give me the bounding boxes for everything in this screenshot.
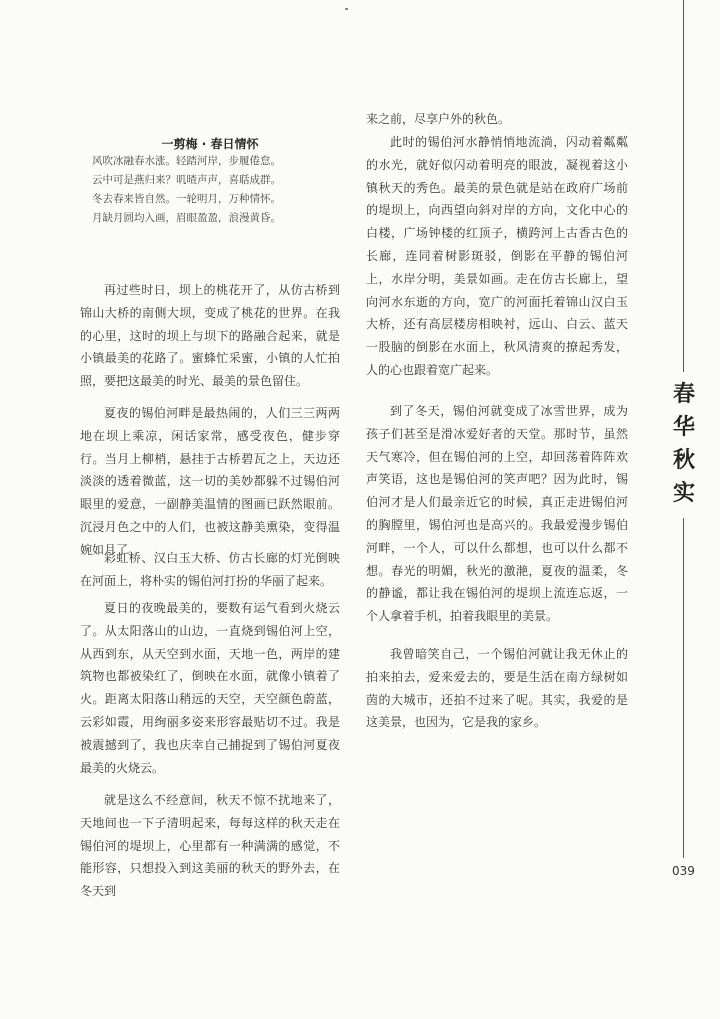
section-title-char: 华 [672, 414, 695, 440]
paragraph-right: 此时的锡伯河水静悄悄地流淌，闪动着粼粼的水光，就好似闪动着明亮的眼波，凝视着这小镇秋天的秀色。最美的景色就是站在政府广场前的堤坝上，向西望向斜对岸的方向，文化中心的白楼，广场钟楼的红顶子，横跨河上古香古色的长廊，连同着树影斑驳，倒影在平静的锡伯河上，水岸分明，美景如画。走在仿古长廊上，望向河水东逝的方向，宽广的河面托着锦山汉白玉大桥，还有高层楼房相映衬，远山、白云、蓝天一股脑的倒影在水面上，秋风清爽的撩起秀发，人的心也跟着宽广起来。 [366, 135, 628, 377]
page-number: 039 [672, 864, 695, 878]
margin-rule-top [683, 0, 684, 372]
poem-line: 云中可是燕归来？叽喳声声，喜聒成群。 [92, 174, 281, 186]
poem [92, 152, 342, 228]
paragraph-left: 再过些时日，坝上的桃花开了，从仿古桥到锦山大桥的南侧大坝，变成了桃花的世界。在我的心里，这时的坝上与坝下的路融合起来，就是小镇最美的花路了。蜜蜂忙采蜜，小镇的人忙拍照，要把这最美的时光、最美的景色留住。 [80, 283, 340, 389]
poem-line: 冬去春来皆自然。一轮明月，万种情怀。 [92, 193, 281, 205]
paragraph-right: 到了冬天，锡伯河就变成了冰雪世界，成为孩子们甚至是滑冰爱好者的天堂。那时节，虽然天气寒冷，但在锡伯河的上空，却回荡着阵阵欢声笑语，这也是锡伯河的笑声吧？因为此时，锡伯河才是人们最亲近它的时候，真正走进锡伯河的胸膛里，锡伯河也是高兴的。我最爱漫步锡伯河畔，一个人，可以什么都想，也可以什么都不想。春光的明媚，秋光的激滟，夏夜的温柔，冬的静谧，都让我在锡伯河的堤坝上流连忘返，一个人拿着手机，拍着我眼里的美景。 [366, 404, 628, 624]
paragraph-left: 就是这么不经意间，秋天不惊不扰地来了，天地间也一下子清明起来，每每这样的秋天走在锡伯河的堤坝上，心里都有一种满满的感觉，不能形容，只想投入到这美丽的秋天的野外去，在冬天到 [80, 793, 340, 899]
section-title-char: 秋 [672, 447, 695, 473]
paragraph-right: 我曾暗笑自己，一个锡伯河就让我无休止的拍来拍去，爱来爱去的，要是生活在南方绿树如茵的大城市，还拍不过来了呢。其实，我爱的是这美景，也因为，它是我的家乡。 [366, 647, 628, 730]
section-title-char: 春 [672, 381, 695, 407]
paragraph-left: 夏夜的锡伯河畔是最热闹的，人们三三两两地在坝上乘凉，闲话家常，感受夜色，健步穿行。当月上柳梢，悬挂于古桥碧瓦之上，天边还淡淡的透着微蓝，这一切的美妙都躲不过锡伯河眼里的爱意，一副静美温情的图画已跃然眼前。沉浸月色之中的人们，也被这静美熏染，变得温婉如月了。 [80, 406, 340, 557]
top-speck [345, 8, 348, 10]
section-title-vertical [668, 378, 700, 510]
paragraph-left: 彩虹桥、汉白玉大桥、仿古长廊的灯光倒映在河面上，将朴实的锡伯河打扮的华丽了起来。 [80, 551, 340, 588]
section-title-char: 实 [672, 480, 695, 506]
poem-line: 月缺月圆均入画，眉眼盈盈，浪漫黄昏。 [92, 212, 281, 224]
poem-line: 风吹冰融春水涨。轻踏河岸，步履倦怠。 [92, 155, 281, 167]
margin-rule-bottom [683, 518, 684, 858]
paragraph-right: 来之前，尽享户外的秋色。 [366, 112, 511, 126]
poem-title: 一剪梅 · 春日情怀 [161, 137, 259, 151]
paragraph-left: 夏日的夜晚最美的，要数有运气看到火烧云了。从太阳落山的山边，一直烧到锡伯河上空，从西到东，从天空到水面，天地一色，两岸的建筑物也都被染红了，倒映在水面，就像小镇着了火。距离太阳落山稍远的天空，天空颜色蔚蓝，云彩如霞，用绚丽多姿来形容最贴切不过。我是被震撼到了，我也庆幸自己捕捉到了锡伯河夏夜最美的火烧云。 [80, 601, 340, 775]
